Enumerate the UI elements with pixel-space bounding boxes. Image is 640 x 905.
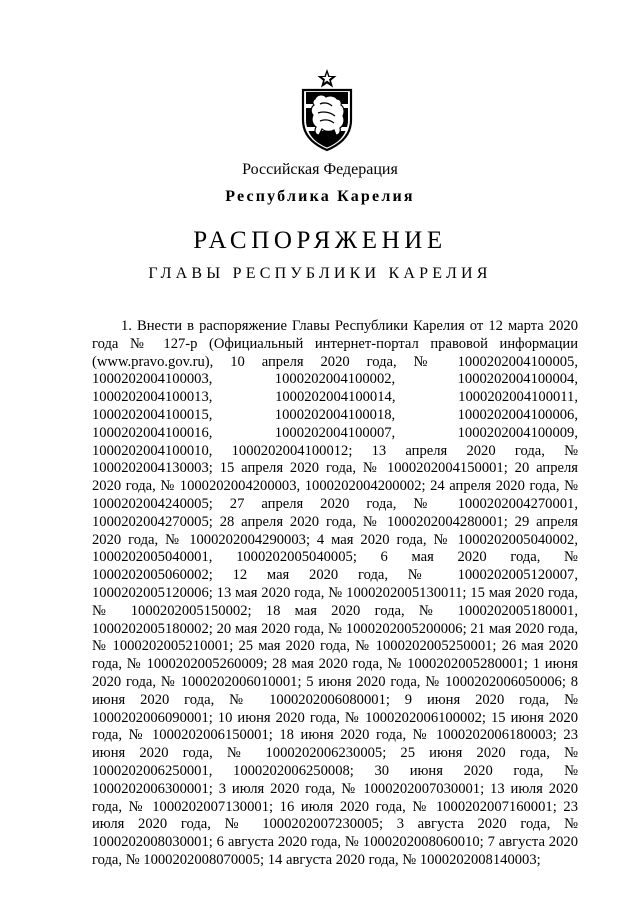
document-type: РАСПОРЯЖЕНИЕ: [193, 227, 447, 254]
body-paragraph: 1. Внести в распоряжение Главы Республики Карелия от 12 марта 2020 года № 127-р (Официальный интернет-портал правовой информации (www.pravo.gov.ru), 10 апреля 2020 года, № 1000202004100005, 1000202004100003, 1000202004100002, 1000202004100004, 1000202004100013, 1000202004100014, 1000202004100011, 1000202004100015, 1000202004100018, 1000202004100006, 1000202004100016, 1000202004100007, 1000202004100009, 1000202004100010, 1000202004100012; 13 апреля 2020 года, № 1000202004130003; 15 апреля 2020 года, № 1000202004150001; 20 апреля 2020 года, № 1000202004200003, 1000202004200002; 24 апреля 2020 года, № 1000202004240005; 27 апреля 2020 года, № 1000202004270001, 1000202004270005; 28 апреля 2020 года, № 1000202004280001; 29 апреля 2020 года, № 1000202004290003; 4 мая 2020 года, № 1000202005040002, 1000202005040001, 1000202005040005; 6 мая 2020 года, № 1000202005060002; 12 мая 2020 года, № 1000202005120007, 1000202005120006; 13 мая 2020 года, № 1000202005130011; 15 мая 2020 года, № 1000202005150002; 18 мая 2020 года, № 1000202005180001, 1000202005180002; 20 мая 2020 года, № 1000202005200006; 21 мая 2020 года, № 1000202005210001; 25 мая 2020 года, № 1000202005250001; 26 мая 2020 года, № 1000202005260009; 28 мая 2020 года, № 1000202005280001; 1 июня 2020 года, № 1000202006010001; 5 июня 2020 года, № 1000202006050006; 8 июня 2020 года, № 1000202006080001; 9 июня 2020 года, № 1000202006090001; 10 июня 2020 года, № 1000202006100002; 15 июня 2020 года, № 1000202006150001; 18 июня 2020 года, № 1000202006180003; 23 июня 2020 года, № 1000202006230005; 25 июня 2020 года, № 1000202006250001, 1000202006250008; 30 июня 2020 года, № 1000202006300001; 3 июля 2020 года, № 1000202007030001; 13 июля 2020 года, № 1000202007130001; 16 июля 2020 года, № 1000202007160001; 23 июля 2020 года, № 1000202007230005; 3 августа 2020 года, № 1000202008030001; 6 августа 2020 года, № 1000202008060010; 7 августа 2020 года, № 1000202008070005; 14 августа 2020 года, № 1000202008140003;: [92, 318, 578, 868]
karelia-coat-of-arms-icon: [298, 68, 356, 152]
star-icon: [318, 69, 337, 88]
republic-name: Республика Карелия: [225, 188, 415, 205]
issuer-title: ГЛАВЫ РЕСПУБЛИКИ КАРЕЛИЯ: [148, 265, 492, 282]
state-name: Российская Федерация: [242, 161, 398, 178]
